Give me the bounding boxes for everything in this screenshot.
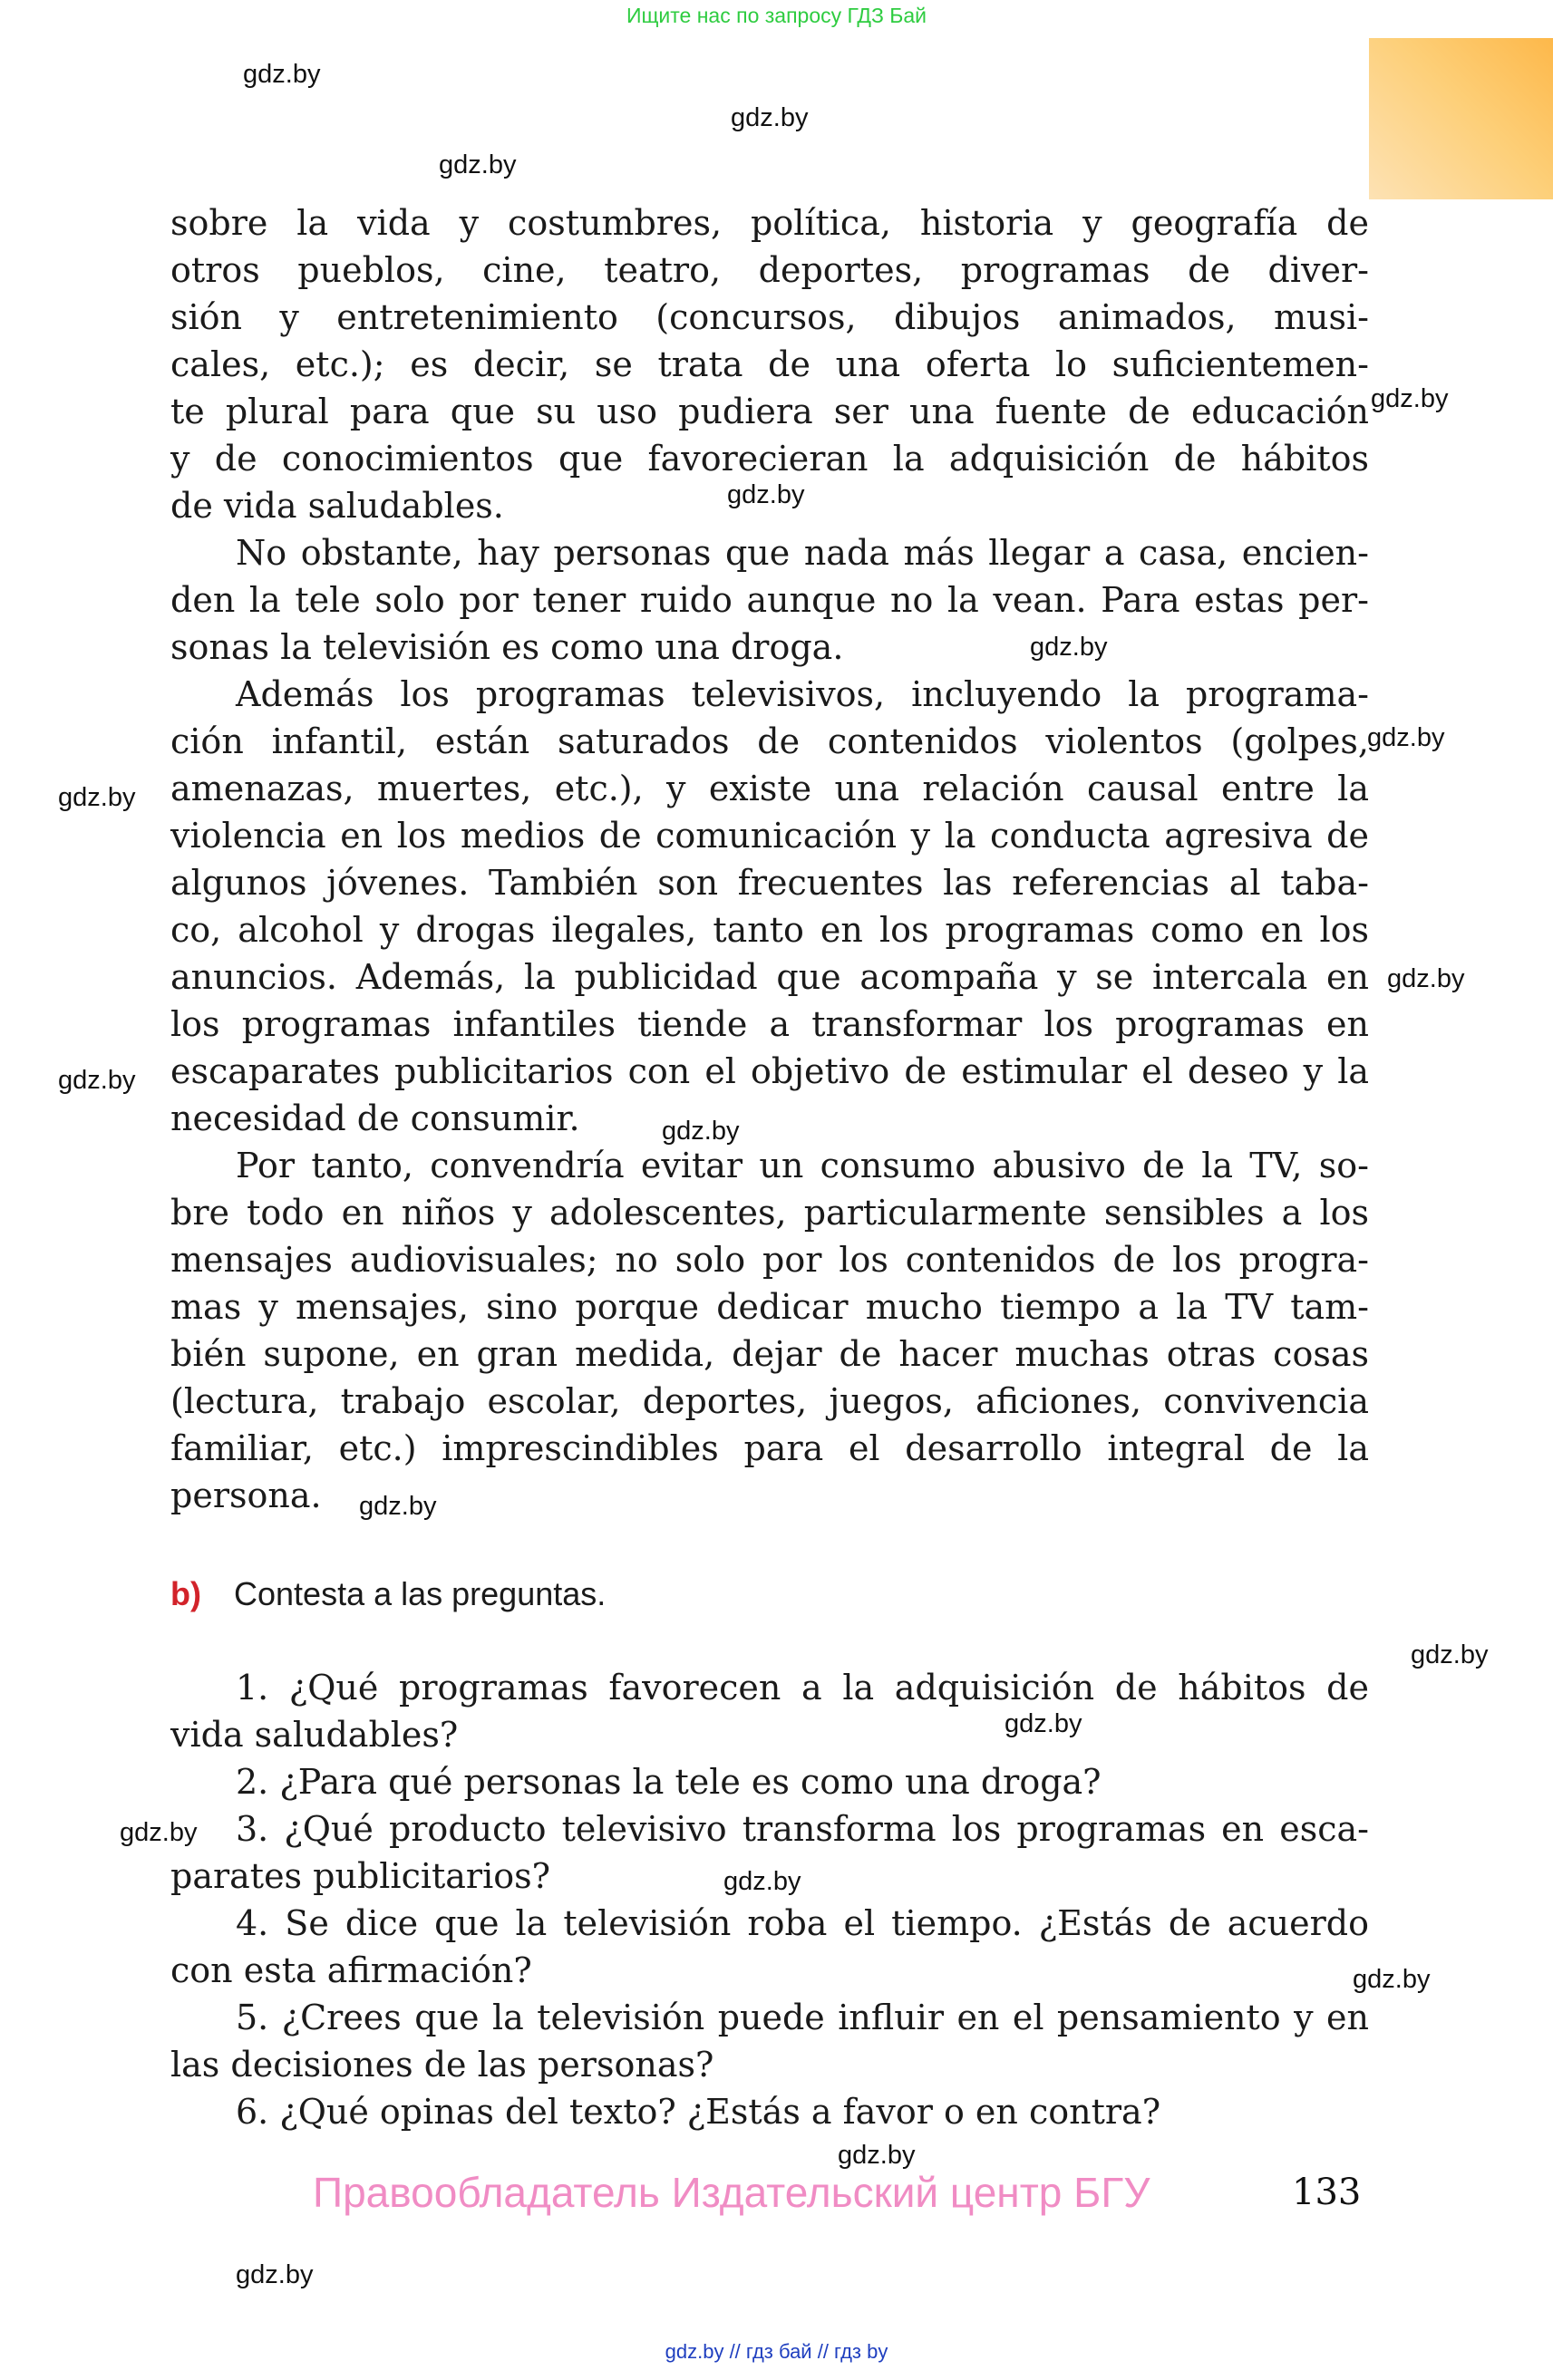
text-line: No obstante, hay personas que nada más llegar a casa, encien- <box>236 533 1369 573</box>
question-line: vida saludables? <box>170 1715 459 1755</box>
watermark: gdz.by <box>439 150 517 179</box>
text-line: escaparates publicitarios con el objetivo de estimular el deseo y la <box>170 1051 1369 1091</box>
question-line: con esta afirmación? <box>170 1950 532 1990</box>
text-line: mas y mensajes, sino porque dedicar mucho tiempo a la TV tam- <box>170 1287 1369 1327</box>
text-line: sonas la televisión es como una droga. <box>170 627 844 667</box>
watermark: gdz.by <box>243 60 321 89</box>
text-line: sobre la vida y costumbres, política, historia y geografía de <box>170 203 1369 243</box>
bottom-links[interactable]: gdz.by // гдз бай // гдз by <box>665 2340 888 2363</box>
watermark: gdz.by <box>1030 633 1108 662</box>
text-line: Por tanto, convendría evitar un consumo abusivo de la TV, so- <box>236 1146 1369 1185</box>
text-line: ción infantil, están saturados de contenidos violentos (golpes, <box>170 721 1369 761</box>
text-line: amenazas, muertes, etc.), y existe una relación causal entre la <box>170 769 1369 808</box>
watermark: gdz.by <box>1411 1640 1489 1669</box>
watermark: gdz.by <box>1387 964 1465 993</box>
watermark: gdz.by <box>662 1117 740 1146</box>
question-line: las decisiones de las personas? <box>170 2045 714 2085</box>
question-line: 2. ¿Para qué personas la tele es como una droga? <box>236 1762 1102 1802</box>
text-line: anuncios. Además, la publicidad que acompaña y se intercala en <box>170 957 1369 997</box>
text-line: te plural para que su uso pudiera ser una fuente de educación <box>170 392 1369 431</box>
text-line: los programas infantiles tiende a transformar los programas en <box>170 1004 1369 1044</box>
text-line: Además los programas televisivos, incluyendo la programa- <box>236 674 1369 714</box>
watermark: gdz.by <box>1005 1709 1082 1738</box>
text-line: otros pueblos, cine, teatro, deportes, programas de diver- <box>170 250 1369 290</box>
corner-tab-decoration <box>1369 38 1553 199</box>
watermark: gdz.by <box>120 1818 198 1847</box>
text-line: mensajes audiovisuales; no solo por los contenidos de los progra- <box>170 1240 1369 1280</box>
text-line: co, alcohol y drogas ilegales, tanto en los programas como en los <box>170 910 1369 950</box>
copyright-notice: Правообладатель Издательский центр БГУ <box>313 2169 1150 2216</box>
watermark: gdz.by <box>723 1867 801 1896</box>
watermark: gdz.by <box>838 2141 916 2170</box>
top-search-hint[interactable]: Ищите нас по запросу ГДЗ Бай <box>626 4 927 27</box>
watermark: gdz.by <box>236 2260 314 2289</box>
text-line: violencia en los medios de comunicación y la conducta agresiva de <box>170 816 1369 856</box>
text-line: necesidad de consumir. <box>170 1098 580 1138</box>
watermark: gdz.by <box>727 480 805 509</box>
exercise-label: b) <box>170 1575 201 1612</box>
question-line: 6. ¿Qué opinas del texto? ¿Estás a favor o en contra? <box>236 2092 1161 2132</box>
text-line: y de conocimientos que favorecieran la adquisición de hábitos <box>170 439 1369 479</box>
watermark: gdz.by <box>1367 723 1445 752</box>
question-line: 3. ¿Qué producto televisivo transforma los programas en esca- <box>236 1809 1369 1849</box>
exercise-instruction: Contesta a las preguntas. <box>234 1575 607 1612</box>
watermark: gdz.by <box>58 783 136 812</box>
text-line: cales, etc.); es decir, se trata de una oferta lo suficientemen- <box>170 344 1369 384</box>
question-line: 5. ¿Crees que la televisión puede influir en el pensamiento y en <box>236 1998 1369 2037</box>
text-line: den la tele solo por tener ruido aunque no la vean. Para estas per- <box>170 580 1369 620</box>
question-line: 1. ¿Qué programas favorecen a la adquisición de hábitos de <box>236 1668 1369 1708</box>
text-line: de vida saludables. <box>170 486 504 526</box>
text-line: familiar, etc.) imprescindibles para el desarrollo integral de la <box>170 1428 1369 1468</box>
text-line: bre todo en niños y adolescentes, particularmente sensibles a los <box>170 1193 1369 1233</box>
watermark: gdz.by <box>1371 384 1449 413</box>
text-line: sión y entretenimiento (concursos, dibujos animados, musi- <box>170 297 1369 337</box>
text-line: algunos jóvenes. También son frecuentes las referencias al taba- <box>170 863 1369 903</box>
watermark: gdz.by <box>58 1066 136 1095</box>
text-line: (lectura, trabajo escolar, deportes, juegos, aficiones, convivencia <box>170 1381 1369 1421</box>
text-line: bién supone, en gran medida, dejar de hacer muchas otras cosas <box>170 1334 1369 1374</box>
text-line: persona. <box>170 1475 322 1515</box>
watermark: gdz.by <box>1353 1965 1431 1994</box>
question-line: 4. Se dice que la televisión roba el tiempo. ¿Estás de acuerdo <box>236 1903 1369 1943</box>
question-line: parates publicitarios? <box>170 1856 551 1896</box>
page-number: 133 <box>1292 2172 1362 2213</box>
watermark: gdz.by <box>359 1492 437 1521</box>
watermark: gdz.by <box>731 103 809 132</box>
